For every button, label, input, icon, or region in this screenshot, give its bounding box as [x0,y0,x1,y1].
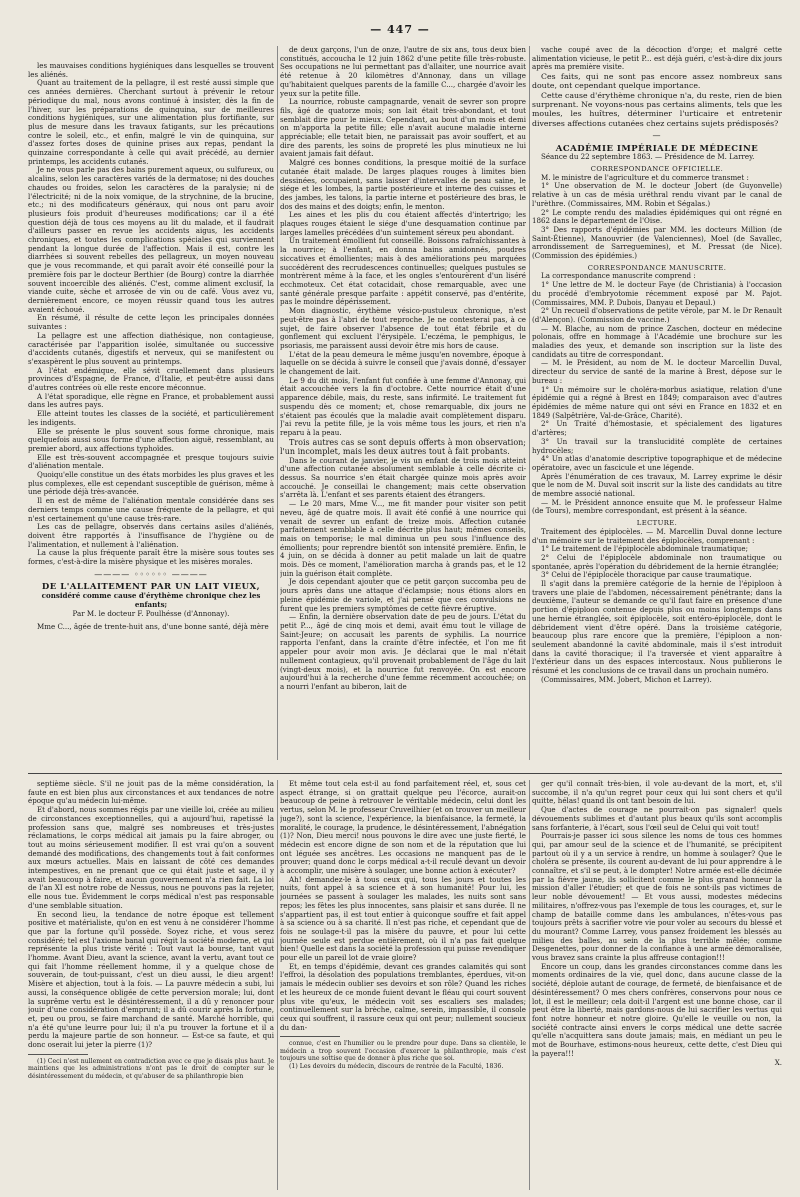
paragraph: L'état de la peau demeura le même jusqu'en novembre, époque à laquelle on se décida à suivre le conseil que j'avais donné, d'essayer le changement de lait. [280,349,526,377]
footnote: (1) Les devoirs du médecin, discours de rentrée de la Faculté, 1836. [289,1062,504,1070]
paragraph: Il en est de même de l'aliénation mentale considérée dans ses derniers temps comme une cause fréquente de la pellagre, et qui n'est certainement qu'une cause très-rare. [28,496,274,523]
article-subtitle: considéré comme cause d'érythème chronique chez les enfants; [41,591,261,609]
paragraph: septième siècle. S'il ne jouit pas de la même considération, la faute en est bien plus aux circonstances et aux tendances de notre époque qu'au médecin lui-même. [28,780,274,806]
paragraph: Dans le courant de janvier, je vis un enfant de trois mois atteint d'une affection cutanée absolument semblable à celle décrite ci-dessus. Sa nourrice s'en était chargée quinze mois après avoir accouché. Je conseillai le changement; mais cette observation s'arrêta là. L'enfant et ses parents étaient des étrangers. [280,455,526,500]
paragraph: 3° Celui de l'épiplocèle thoracique par cause traumatique. [541,570,752,580]
paragraph: Que d'actes de courage ne pourrait-on pas signaler! quels dévouements sublimes et d'autant plus beaux qu'ils sont accomplis sans forfanterie, à l'écart, sous l'œil seul de Celui qui voit tout! [532,805,782,832]
section-heading: LECTURE. [636,519,678,528]
paragraph: vache coupé avec de la décoction d'orge; et malgré cette alimentation vicieuse, le petit P... est déjà guéri, c'est-à-dire dix jours après ma première visite. [532,46,782,72]
paragraph: M. le ministre de l'agriculture et du commerce transmet : [541,172,749,182]
paragraph: 2° Celui de l'épiplocèle abdominale non traumatique ou spontanée, après l'opération du débridement de la hernie étranglée; [532,552,782,571]
paragraph: Traitement des épiplocèles. — M. Marcellin Duval donne lecture d'un mémoire sur le traitement des épiplocèles, comprenant : [532,526,782,545]
paragraph: 2° Le compte rendu des maladies épidémiques qui ont régné en 1862 dans le département de l'Oise. [532,207,782,226]
feuilleton-column-1 [28,780,274,1190]
page-number: — 447 — [370,23,430,36]
paragraph: Après l'énumération de ces travaux, M. Larrey exprime le désir que le nom de M. Duval soit inscrit sur la liste des candidats au titre de membre associé national. [532,471,782,499]
paragraph: ger qu'il connaît très-bien, il vole au-devant de la mort, et, s'il succombe, il n'a qu'un regret pour ceux qui lui sont chers et qu'il quitte, hélas! quand ils ont tant besoin de lui. [532,780,782,806]
paragraph: La pellagre est une affection diathésique, non contagieuse, caractérisée par l'apparition isolée, simultanée ou successive d'accidents cutanés, digestifs et nerveux, qui se manifestent ou s'exaspèrent le plus souvent au printemps. [28,330,274,366]
article-title: DE L'ALLAITEMENT PAR UN LAIT VIEUX, [41,582,261,593]
paragraph: Je dois cependant ajouter que ce petit garçon succomba peu de jours après dans une attaque d'éclampsie; nous étions alors en pleine épidémie de variole, et j'ai pensé que ces convulsions ne furent que les premiers symptômes de cette fièvre éruptive. [280,577,526,613]
column-divider [529,46,530,760]
paragraph: 1° Le traitement de l'épiplocèle abdominale traumatique; [541,544,748,554]
paragraph: 2° Un recueil d'observations de petite vérole, par M. le Dr Renault (d'Alençon). (Commission de vaccine.) [532,306,782,324]
paragraph: Mme C..., âgée de trente-huit ans, d'une bonne santé, déjà mère [37,622,269,632]
paragraph: Quant au traitement de la pellagre, il est resté aussi simple que ces années dernières. Cherchant surtout à prévenir le retour périodique du mal, nous avons continué à insister, dès la fin de l'hiver, sur les préparations de quinquina, sur de meilleures conditions hygiéniques, sur une alimentation plus fortifiante, sur plus de mesure dans les travaux fatigants, sur les précautions contre le soleil, etc., et enfin, malgré le vin de quinquina, sur d'assez fortes doses de quinine prises aux repas, pendant la quinzaine correspondante à celle qui avait précédé, au dernier printemps, les accidents cutanés. [28,78,274,166]
paragraph: — M. le Président, au nom de M. le docteur Marcellin Duval, directeur du service de santé de la marine à Brest, dépose sur le bureau : [532,358,782,385]
column-divider [277,780,278,1190]
paragraph: Pourrais-je passer ici sous silence les noms de tous ces hommes qui, par amour seul de la science et de l'humanité, se précipitent partout où il y a un service à rendre, un homme à soulager? Que le choléra se présente, ils courent au-devant de lui pour apprendre à le connaître, et s'il se peut, à le dompter! Notre armée est-elle décimée par la fièvre jaune, ils sollicitent comme le plus grand honneur la mission d'aller l'étudier; et que de fois ne sont-ils pas victimes de leur noble dévouement! — Et vous aussi, modestes médecins militaires, n'offrez-vous pas l'exemple de tous les courages, et, sur le champ de bataille comme dans les ambulances, n'êtes-vous pas toujours prêts à sacrifier votre vie pour voler au secours du blessé et du mourant? Comme Larrey, vous pansez froidement les blessés au milieu des balles, au sein de la plus terrible mêlée; comme Desgenettes, pour donner de la confiance à une armée démoralisée, vous bravez sans crainte la plus affreuse contagion!!! [532,831,782,963]
footnote-rule [28,1054,88,1055]
paragraph: Les cas de pellagre, observés dans certains asiles d'aliénés, doivent être rapportés à l'insuffisance de l'hygiène ou de l'alimentation, et nullement à l'aliénation. [28,522,274,549]
paragraph: Trois autres cas se sont depuis offerts à mon observation; l'un incomplet, mais les deux autres tout à fait probants. [280,437,526,457]
paragraph: 2° Un Traité d'hémostasie, et spécialement des ligatures d'artères; [532,419,782,438]
paragraph: La correspondance manuscrite comprend : [541,271,696,281]
paragraph: Et, en temps d'épidémie, devant ces grandes calamités qui sont l'effroi, la désolation des populations tremblantes, éperdues, vit-on jamais le médecin oublier ses devoirs et son rôle? Quand les riches et les heureux de ce monde fuient devant le fléau qui court souvent plus vite qu'eux, le médecin voit ses escaliers ses malades; continuellement sur la brèche, calme, serein, impassible, il console ceux qui souffrent, il rassure ceux qui ont peur; nullement soucieux du dan- [280,961,526,1032]
ornament-divider: ———— ◦◦◦◦◦◦ ———— [94,569,208,579]
paragraph: La cause la plus fréquente paraît être la misère sous toutes ses formes, c'est-à-dire la misère physique et les misères morales. [28,548,274,567]
academy-title: ACADÉMIE IMPÉRIALE DE MÉDECINE [555,143,759,154]
paragraph: — M. le Président annonce ensuite que M. le professeur Halme (de Tours), membre correspondant, est présent à la séance. [532,497,782,516]
column-divider [277,46,278,760]
paragraph: A l'état sporadique, elle règne en France, et probablement aussi dans les autres pays. [28,391,274,410]
section-heading: CORRESPONDANCE MANUSCRITE. [587,263,727,272]
paragraph: 4° Un atlas d'anatomie descriptive topographique et de médecine opératoire, avec un fascicule et une légende. [532,454,782,472]
short-rule: — [652,130,662,140]
paragraph: A l'état endémique, elle sévit cruellement dans plusieurs provinces d'Espagne, de France, d'Italie, et peut-être aussi dans d'autres contrées où elle reste encore méconnue. [28,365,274,393]
paragraph: les mauvaises conditions hygiéniques dans lesquelles se trouvent les aliénés. [28,62,274,79]
feuilleton-rule [28,773,782,774]
paragraph: 1° Une lettre de M. le docteur Faye (de Christiania) à l'occasion du procédé d'embryotomie récemment exposé par M. Pajot. (Commissaires, MM. P. Dubois, Danyau et Depaul.) [532,280,782,307]
footnote-rule [280,1036,340,1037]
feuilleton-column-3 [532,780,782,1190]
paragraph: Elle est très-souvent accompagnée et presque toujours suivie d'aliénation mentale. [28,452,274,471]
paragraph: 3° Un travail sur la translucidité complète de certaines hydrocèles; [532,436,782,455]
footnote: (1) Ceci n'est nullement en contradiction avec ce que je disais plus haut. Je maintiens que les administrations n'ont pas le droit de compter sur le désintéressement du médecin, et qu'abuser de sa philanthropie bien [28,1057,274,1080]
paragraph: Un traitement émollient fut conseillé. Boissons rafraîchissantes à la nourrice; à l'enfant, en donna bains amidonnés, poudres siccatives et émollientes; mais à des améliorations peu marquées succédèrent des recrudescences continuelles; quelques pustules se montrèrent même à la face, et les ongles s'entourèrent d'un liséré ecchmoteux. Cet état cotacidait, chose remarquable, avec une santé générale presque parfaite : appétit conservé, pas d'entérite, pas le moindre dépérissement. [280,236,526,307]
paragraph: de deux garçons, l'un de onze, l'autre de six ans, tous deux bien constitués, accoucha le 12 juin 1862 d'une petite fille très-robuste. Ses occupations ne lui permettant pas d'allaiter, une nourrice avait été retenue à 20 kilomètres d'Annonay, dans un village qu'habitaient quelques parents de la famille C..., chargée d'avoir les yeux sur la petite fille. [280,46,526,98]
footnote: connue, c'est en l'humilier ou le prendre pour dupe. Dans sa clientèle, le médecin a trop souvent l'occasion d'exercer la philanthropie, mais c'est toujours une sottise que de donner à plus riche que soi. [280,1040,526,1063]
session-line: Séance du 22 septembre 1863. — Présidence de M. Larrey. [541,152,755,162]
paragraph: (Commissaires, MM. Jobert, Michon et Larrey). [541,674,712,684]
paragraph: — M. Blache, au nom de prince Zaschen, docteur en médecine polonais, offre en hommage à l'Académie une brochure sur les maladies des yeux, et demande son inscription sur la liste des candidats au titre de correspondant. [532,323,782,359]
paragraph: En résumé, il résulte de cette leçon les principales données suivantes : [28,313,274,332]
paragraph: En second lieu, la tendance de notre époque est tellement positive et matérialiste, qu'on en est venu à ne considérer l'homme que par la fortune qu'il possède. Soyez riche, et vous serez considéré; tel est l'axiome banal qui régit la société moderne, et qui représente la plus triste vérité : Tout vaut la bourse, tant vaut l'homme. Avant Dieu, avant la science, avant la vertu, avant tout ce qui fait l'homme réellement homme, il y a quelque chose de souverain, de tout-puissant, c'est un dieu aussi, le dieu argent! Misère et abjection, tout à la fois. — La pauvre médecin a subi, lui aussi, la conséquence obligée de cette perversion morale; lui, dont la suprême vertu est le désintéressement, il a dû y renoncer pour jouir d'une considération d'emprunt; il a dû courir après la fortune, et, peu ou prou, se faire marchand de santé. Marché horrible, qui n'a été qu'une leurre pour lui; il n'a pu trouver la fortune et il a perdu la majeure partie de son honneur. — Est-ce sa faute, et qui donc oserait lui jeter la pierre (1)? [28,909,274,1050]
section-heading: CORRESPONDANCE OFFICIELLE. [590,165,724,173]
feuilleton-column-2 [280,780,526,1190]
paragraph: 1° Un mémoire sur le choléra-morbus asiatique, relation d'une épidémie qui a régné à Brest en 1849; comparaison avec d'autres épidémies de même nature qui ont sévi en France en 1832 et en 1849 (Salpêtrière, Val-de-Grâce, Charité). [532,384,782,420]
paragraph: Les aines et les plis du cou étaient affectés d'intertrigo; les plaques rouges étaient le siége d'une desquamation continue par larges lamelles précédées d'un suintement séreux peu abondant. [280,210,526,237]
paragraph: Cette cause d'érythème chronique n'a, du reste, rien de bien surprenant. Ne voyons-nous pas certains aliments, tels que les moules, les huîtres, déterminer l'urticaire et entretenir diverses affections cutanées chez certains sujets prédisposés? [532,90,782,128]
article-author: Par M. le docteur F. Poulhésse (d'Annonay). [72,608,230,618]
column-3 [532,46,782,760]
paragraph: Malgré ces bonnes conditions, la presque moitié de la surface cutanée était malade. De larges plaques rouges à limites bien dessinées, occupaient, sans laisser d'intervalles de peau saine, le siége et les lombes, la partie postérieure et interne des cuisses et des jambes, les talons, la partie interne et postérieure des bras, le dos des mains et des doigts; enfin, le menton. [280,158,526,211]
paragraph: Ah! demandez-le à tous ceux qui, tous les jours et toutes les nuits, font appel à sa science et à son humanité! Pour lui, les journées se passent à soulager les malades, les nuits sont sans repos; les fêtes les plus innocentes, sans plaisir et sans durée. Il ne s'appartient pas, il est tout entier à quiconque souffre et fait appel à sa science ou à sa charité. Il n'est pas riche, et cependant que de fois ne soulage-t-il pas la misère du pauvre, et pour lui cette journée seule est perdue entièrement, où il n'a pas fait quelque bien! Quelle est dans la société la profession qui puisse revendiquer pour elle un pareil lot de vraie gloire? [280,874,526,963]
paragraph: Et même tout cela est-il au fond parfaitement réel, et, sous cet aspect étrange, si on grattait quelque peu l'écorce, aurait-on beaucoup de peine à retrouver le véritable médecin, celui dont les vertus, selon M. le professeur Cruveilhier (et on trouver un meilleur juge?), sont la science, l'expérience, la bienfaisance, la fermeté, la moralité, le courage, la prudence, le désintéressement, l'abnégation (1)? Non, Dieu merci! nous pouvons le dire avec une juste fierté, le médecin est encore digne de son nom et de la réputation que lui ont léguée ses ancêtres. Les occasions ne manquent pas de le prouver; quand donc le corps médical a-t-il reculé devant un devoir à accomplir, une misère à soulager, une bonne action à exécuter? [280,780,526,876]
column-1 [28,62,274,760]
paragraph: Il s'agit dans la première catégorie de la hernie de l'épiploon à travers une plaie de l'abdomen, nécessairement pénétrante; dans la deuxième, l'auteur se demande ce qu'il faut faire en présence d'une portion d'épiploon contenue depuis plus ou moins longtemps dans une hernie étranglée, soit épiplocèle, soit entéro-épiplocèle, dont le débridement vient d'être opéré. Dans la troisième catégorie, beaucoup plus rare encore que la première, l'épiploon a non-seulement abandonné la cavité abdominale, mais il s'est introduit dans la cavité thoracique; il l'a traversée et vient apparaître à l'extérieur dans un des espaces intercostaux. Nous publierons le résumé et les conclusions de ce travail dans un prochain numéro. [532,579,782,676]
paragraph: Elle atteint toutes les classes de la société, et particulièrement les indigents. [28,409,274,427]
paragraph: Ces faits, qui ne sont pas encore assez nombreux sans doute, ont cependant quelque importance. [532,72,782,91]
paragraph: — Enfin, la dernière observation date de peu de jours. L'état du petit P..., âgé de cinq mois et demi, avait ému tout le village de Saint-Jeure; on accusait les parents de syphilis. La nourrice rapporta l'enfant, dans la crainte d'être infectée, et l'on me fit appeler pour avoir mon avis. Je déclarai que le mal n'était nullement contagieux, qu'il provenait probablement de l'âge du lait (vingt-deux mois), et la nourrice fut renvoyée. On est encore aujourd'hui à la recherche d'une femme récemment accouchée; on a nourri l'enfant au biberon, lait de [280,612,526,691]
column-divider [529,780,530,1190]
paragraph: 3° Des rapports d'épidémies par MM. les docteurs Million (de Saint-Étienne), Manouvrier (de Valenciennes), Moel (de Savallec, arrondissement de Sarreguemines), et M. Pressat (de Nice). (Commission des épidémies.) [532,224,782,261]
column-2 [280,46,526,760]
paragraph: Elle se présente le plus souvent sous forme chronique, mais quelquefois aussi sous forme d'une affection aiguë, ressemblant, au premier abord, aux affections typhoïdes. [28,426,274,453]
paragraph: Je ne vous parle pas des bains purement aqueux, ou sulfureux, ou alcalins, selon les caractères variés de la dermatose; ni des douches chaudes ou froides, selon les caractères de la paralysie; ni de l'électricité; ni de la noix vomique, de la strychnine, de la brucine, etc.; ni des modificateurs généraux, qui nous ont paru avoir plusieurs fois produit d'heureuses modifications; car il a été question déjà de tous ces moyens au lit du malade, et il faudrait d'ailleurs passer en revue les accidents aigus, les accidents chroniques, et toutes les complications spéciales qui surviennent pendant la longue durée de l'affection. Mais il est, contre les diarrhées si souvent rebelles des pellagreux, un moyen nouveau que je vous recommande, et qui paraît avoir été conseillé pour la première fois par le docteur Berthier (de Bourg) contre la diarrhée souvent incoercible des aliénés. C'est, comme aliment exclusif, la viande cuite, sèche et arrosée de vin ou de café. Vous avez vu, dernièrement encore, ce moyen réussir quand tous les autres avaient échoué. [28,165,274,314]
paragraph: Encore un coup, dans les grandes circonstances comme dans les moments ordinaires de la vie, quel donc, dans aucune classe de la société, déploie autant de courage, de fermeté, de bienfaisance et de désintéressement? O mes chers confrères, conservons pour nous ce lot, il est le meilleur; cela doit-il l'argent est une bonne chose, car il peut être la liberté, mais gardons-nous de lui sacrifier les vertus qui font notre honneur et notre gloire. Qu'elle le veuille ou non, la société contracte ainsi envers le corps médical une dette sacrée qu'elle n'acquittera sans doute jamais; mais, en médiant un peu le mot de Bourhave, estimons-nous heureux, cette dette, c'est Dieu qui la payera!!! [532,961,782,1058]
paragraph: — Le 20 mars, Mme V..., me fit mander pour visiter son petit neveu, âgé de quatre mois. Il avait été confié à une nourrice qui venait de sevrer un enfant de treize mois. Affection cutanée parfaitement semblable à celle décrite plus haut; mêmes conseils, mais on temporise; le mal diminua un peu sous l'influence des émollients; pour reprendre bientôt son intensité première. Enfin, le 4 juin, on se décida à donner au petit malade un lait de quatre mois. Dès ce moment, l'amélioration marcha à grands pas, et le 12 juin la guérison était complète. [280,499,526,578]
paragraph: Et d'abord, nous sommes régis par une vieille loi, créée au milieu de circonstances exceptionnelles, qui a aujourd'hui, rapetissé la profession sans que, malgré ses nombreuses et très-justes réclamations, le corps médical ait jamais pu la faire abroger, ou tout au moins sérieusement modifier. Il est vrai qu'on a souvent demandé des modifications, des changements tout à fait conformes aux mœurs actuelles. Mais en laissant de côté ces demandes intempestives, en ne prenant que ce qui était juste et sage, il y avait beaucoup à faire, et aucun gouvernement n'a rien fait. La loi de l'an XI est notre robe de Nessus, nous ne pouvons pas la rejeter, elle nous tue. Évidemment le corps médical n'est pas responsable d'une semblable situation. [28,805,274,910]
paragraph: 1° Une observation de M. le docteur Jobert (de Guyonvelle) relative à un cas de mésia uréthral rendu vivant par le canal de l'urèthre. (Commissaires, MM. Robin et Ségalas.) [532,181,782,208]
paragraph: Mon diagnostic, érythème vésico-pustuleux chronique, n'est peut-être pas à l'abri de tout reproche. Je ne contesterai pas, à ce sujet, de faire observer l'absence de tout état fébrile et du gonflement qui excluent l'érysipèle. L'eczéma, le pemphigus, le psoriasis, me paraissent aussi devoir être mis hors de cause. [280,306,526,350]
paragraph: Le 9 du dit mois, l'enfant fut confiée à une femme d'Annonay, qui était accouchée vers la fin d'octobre. Cette nourrice était d'une apparence débile, mais, du reste, sans infirmité. Le traitement fut suspendu dès ce moment; et, chose remarquable, dix jours ne s'étaient pas écoulés que la maladie avait complètement disparu. J'ai revu la petite fille, je la vois même tous les jours, et rien n'a reparu à la peau. [280,375,526,437]
paragraph: Quoiqu'elle constitue un des états morbides les plus graves et les plus complexes, elle est cependant susceptible de guérison, même à une période déjà très-avancée. [28,470,274,497]
paragraph: La nourrice, robuste campagnarde, venait de sevrer son propre fils, âgé de quatorze mois; son lait était très-abondant, et tout semblait dire pour le mieux. Cependant, au bout d'un mois et demi on m'apporta la petite fille; elle n'avait aucune maladie interne appréciable; elle tetait bien, ne paraissait pas avoir souffert, et au dire des parents, les soins de propreté les plus minutieux ne lui avaient jamais fait défaut. [280,97,526,159]
signature: X. [774,1057,782,1067]
